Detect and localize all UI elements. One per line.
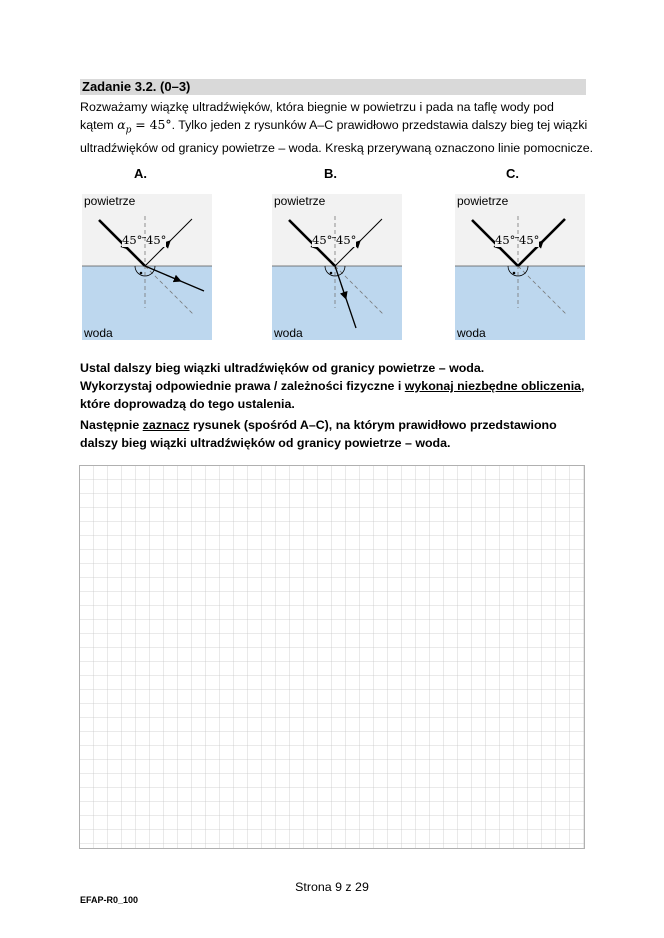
- alpha-value: = 45°: [131, 117, 172, 132]
- figure-c-label: C.: [506, 166, 519, 181]
- figure-c[interactable]: [455, 194, 585, 340]
- figure-c-angle-left: 45°: [495, 233, 516, 247]
- figure-a-angle-left: 45°: [122, 233, 143, 247]
- instruction-line-1: Ustal dalszy bieg wiązki ultradźwięków od granicy powietrze – woda.: [80, 361, 485, 375]
- intro-line-2-end: . Tylko jeden z rysunków A–C prawidłowo przedstawia dalszy bieg tej wiązki: [171, 118, 588, 132]
- intro-line-1: Rozważamy wiązkę ultradźwięków, która biegnie w powietrzu i pada na taflę wody pod: [80, 100, 554, 114]
- answer-grid[interactable]: [79, 465, 585, 849]
- document-code: EFAP-R0_100: [80, 895, 139, 905]
- instruction-line-2-start: Wykorzystaj odpowiednie prawa / zależności fizyczne i: [80, 379, 405, 393]
- figure-a-air-label: powietrze: [84, 194, 136, 208]
- task-header: Zadanie 3.2. (0–3): [80, 79, 586, 95]
- instruction-line-2-end: ,: [581, 379, 585, 393]
- page-number: Strona 9 z 29: [295, 880, 369, 894]
- figure-c-air-label: powietrze: [457, 194, 509, 208]
- figure-a-water-label: woda: [84, 326, 113, 340]
- figure-a-label: A.: [134, 166, 147, 181]
- figure-b[interactable]: [272, 194, 402, 340]
- intro-line-3: ultradźwięków od granicy powietrze – woda. Kreską przerywaną oznaczono linie pomocnicze.: [80, 141, 594, 156]
- instructions-block-2: [80, 416, 590, 452]
- intro-line-2: [80, 116, 590, 139]
- instruction-line-2: [80, 377, 590, 395]
- figure-c-water-label: woda: [457, 326, 486, 340]
- alpha-symbol: α: [117, 117, 126, 132]
- instruction-line-5: dalszy bieg wiązki ultradźwięków od granicy powietrze – woda.: [80, 436, 451, 450]
- figure-a-angle-right: 45°: [146, 233, 167, 247]
- alpha-subscript: p: [125, 125, 132, 136]
- instruction-line-3: które doprowadzą do tego ustalenia.: [80, 397, 295, 411]
- figure-b-angle-left: 45°: [312, 233, 333, 247]
- figure-b-angle-right: 45°: [336, 233, 357, 247]
- instructions-block-1: [80, 359, 590, 413]
- figure-c-angle-right: 45°: [519, 233, 540, 247]
- instruction-line-4-end: rysunek (spośród A–C), na którym prawidłowo przedstawiono: [189, 418, 557, 432]
- instruction-line-4: [80, 416, 590, 434]
- instruction-line-4-start: Następnie: [80, 418, 143, 432]
- figure-b-water-label: woda: [274, 326, 303, 340]
- figure-a[interactable]: [82, 194, 212, 340]
- figure-b-label: B.: [324, 166, 337, 181]
- intro-line-2-start: kątem: [80, 118, 118, 132]
- instruction-calc-emphasis: wykonaj niezbędne obliczenia: [404, 379, 582, 393]
- task-intro: [80, 98, 594, 157]
- figure-b-air-label: powietrze: [274, 194, 326, 208]
- instruction-mark-emphasis: zaznacz: [142, 418, 190, 432]
